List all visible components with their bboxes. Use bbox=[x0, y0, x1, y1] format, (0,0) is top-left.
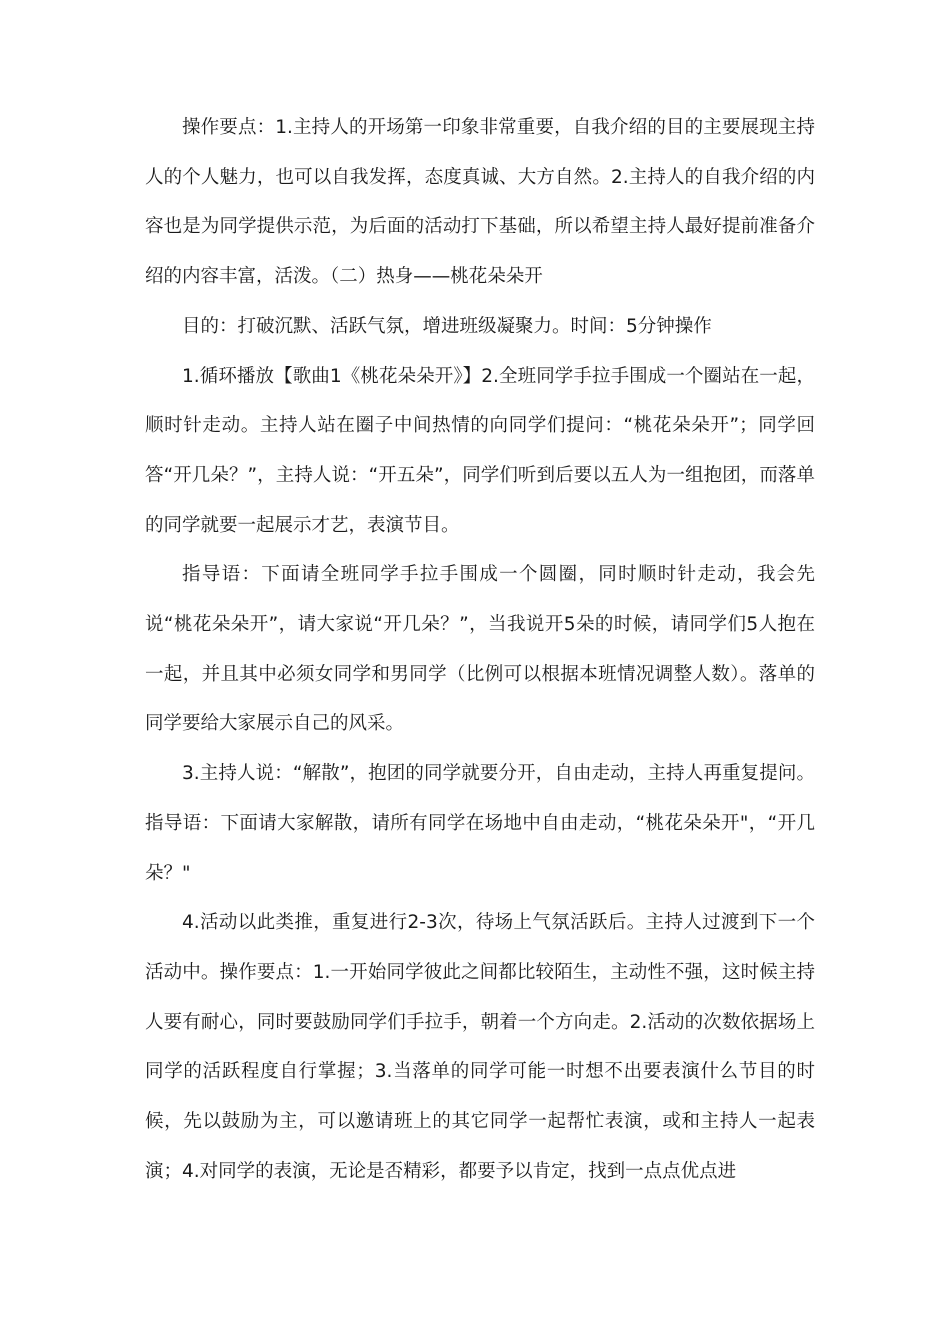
document-body bbox=[145, 103, 815, 1196]
paragraph-guidance: 指导语：下面请全班同学手拉手围成一个圆圈，同时顺时针走动，我会先说“桃花朵朵开”，请大家说“开几朵？”，当我说开5朵的时候，请同学们5人抱在一起，并且其中必须女同学和男同学（比例可以根据本班情况调整人数）。落单的同学要给大家展示自己的风采。 bbox=[145, 564, 815, 735]
paragraph-step-4: 4.活动以此类推，重复进行2-3次，待场上气氛活跃后。主持人过渡到下一个活动中。操作要点：1.一开始同学彼此之间都比较陌生，主动性不强，这时候主持人要有耐心，同时要鼓励同学们手拉手，朝着一个方向走。2.活动的次数依据场上同学的活跃程度自行掌握；3.当落单的同学可能一时想不出要表演什么节目的时候，先以鼓励为主，可以邀请班上的其它同学一起帮忙表演，或和主持人一起表演；4.对同学的表演，无论是否精彩，都要予以肯定，找到一点点优点进 bbox=[145, 912, 815, 1182]
paragraph-operation-points: 操作要点：1.主持人的开场第一印象非常重要，自我介绍的目的主要展现主持人的个人魅力，也可以自我发挥，态度真诚、大方自然。2.主持人的自我介绍的内容也是为同学提供示范，为后面的活动打下基础，所以希望主持人最好提前准备介绍的内容丰富，活泼。（二）热身——桃花朵朵开 bbox=[145, 117, 815, 288]
paragraph-purpose: 目的：打破沉默、活跃气氛，增进班级凝聚力。时间：5分钟操作 bbox=[182, 315, 712, 337]
paragraph-step-1: 1.循环播放【歌曲1《桃花朵朵开》】2.全班同学手拉手围成一个圈站在一起，顺时针走动。主持人站在圈子中间热情的向同学们提问：“桃花朵朵开”；同学回答“开几朵？”，主持人说：“开五朵”，同学们听到后要以五人为一组抱团，而落单的同学就要一起展示才艺，表演节目。 bbox=[145, 365, 815, 536]
paragraph-step-3: 3.主持人说：“解散”，抱团的同学就要分开，自由走动，主持人再重复提问。指导语：下面请大家解散，请所有同学在场地中自由走动，“桃花朵朵开"，“开几朵？" bbox=[145, 763, 815, 884]
